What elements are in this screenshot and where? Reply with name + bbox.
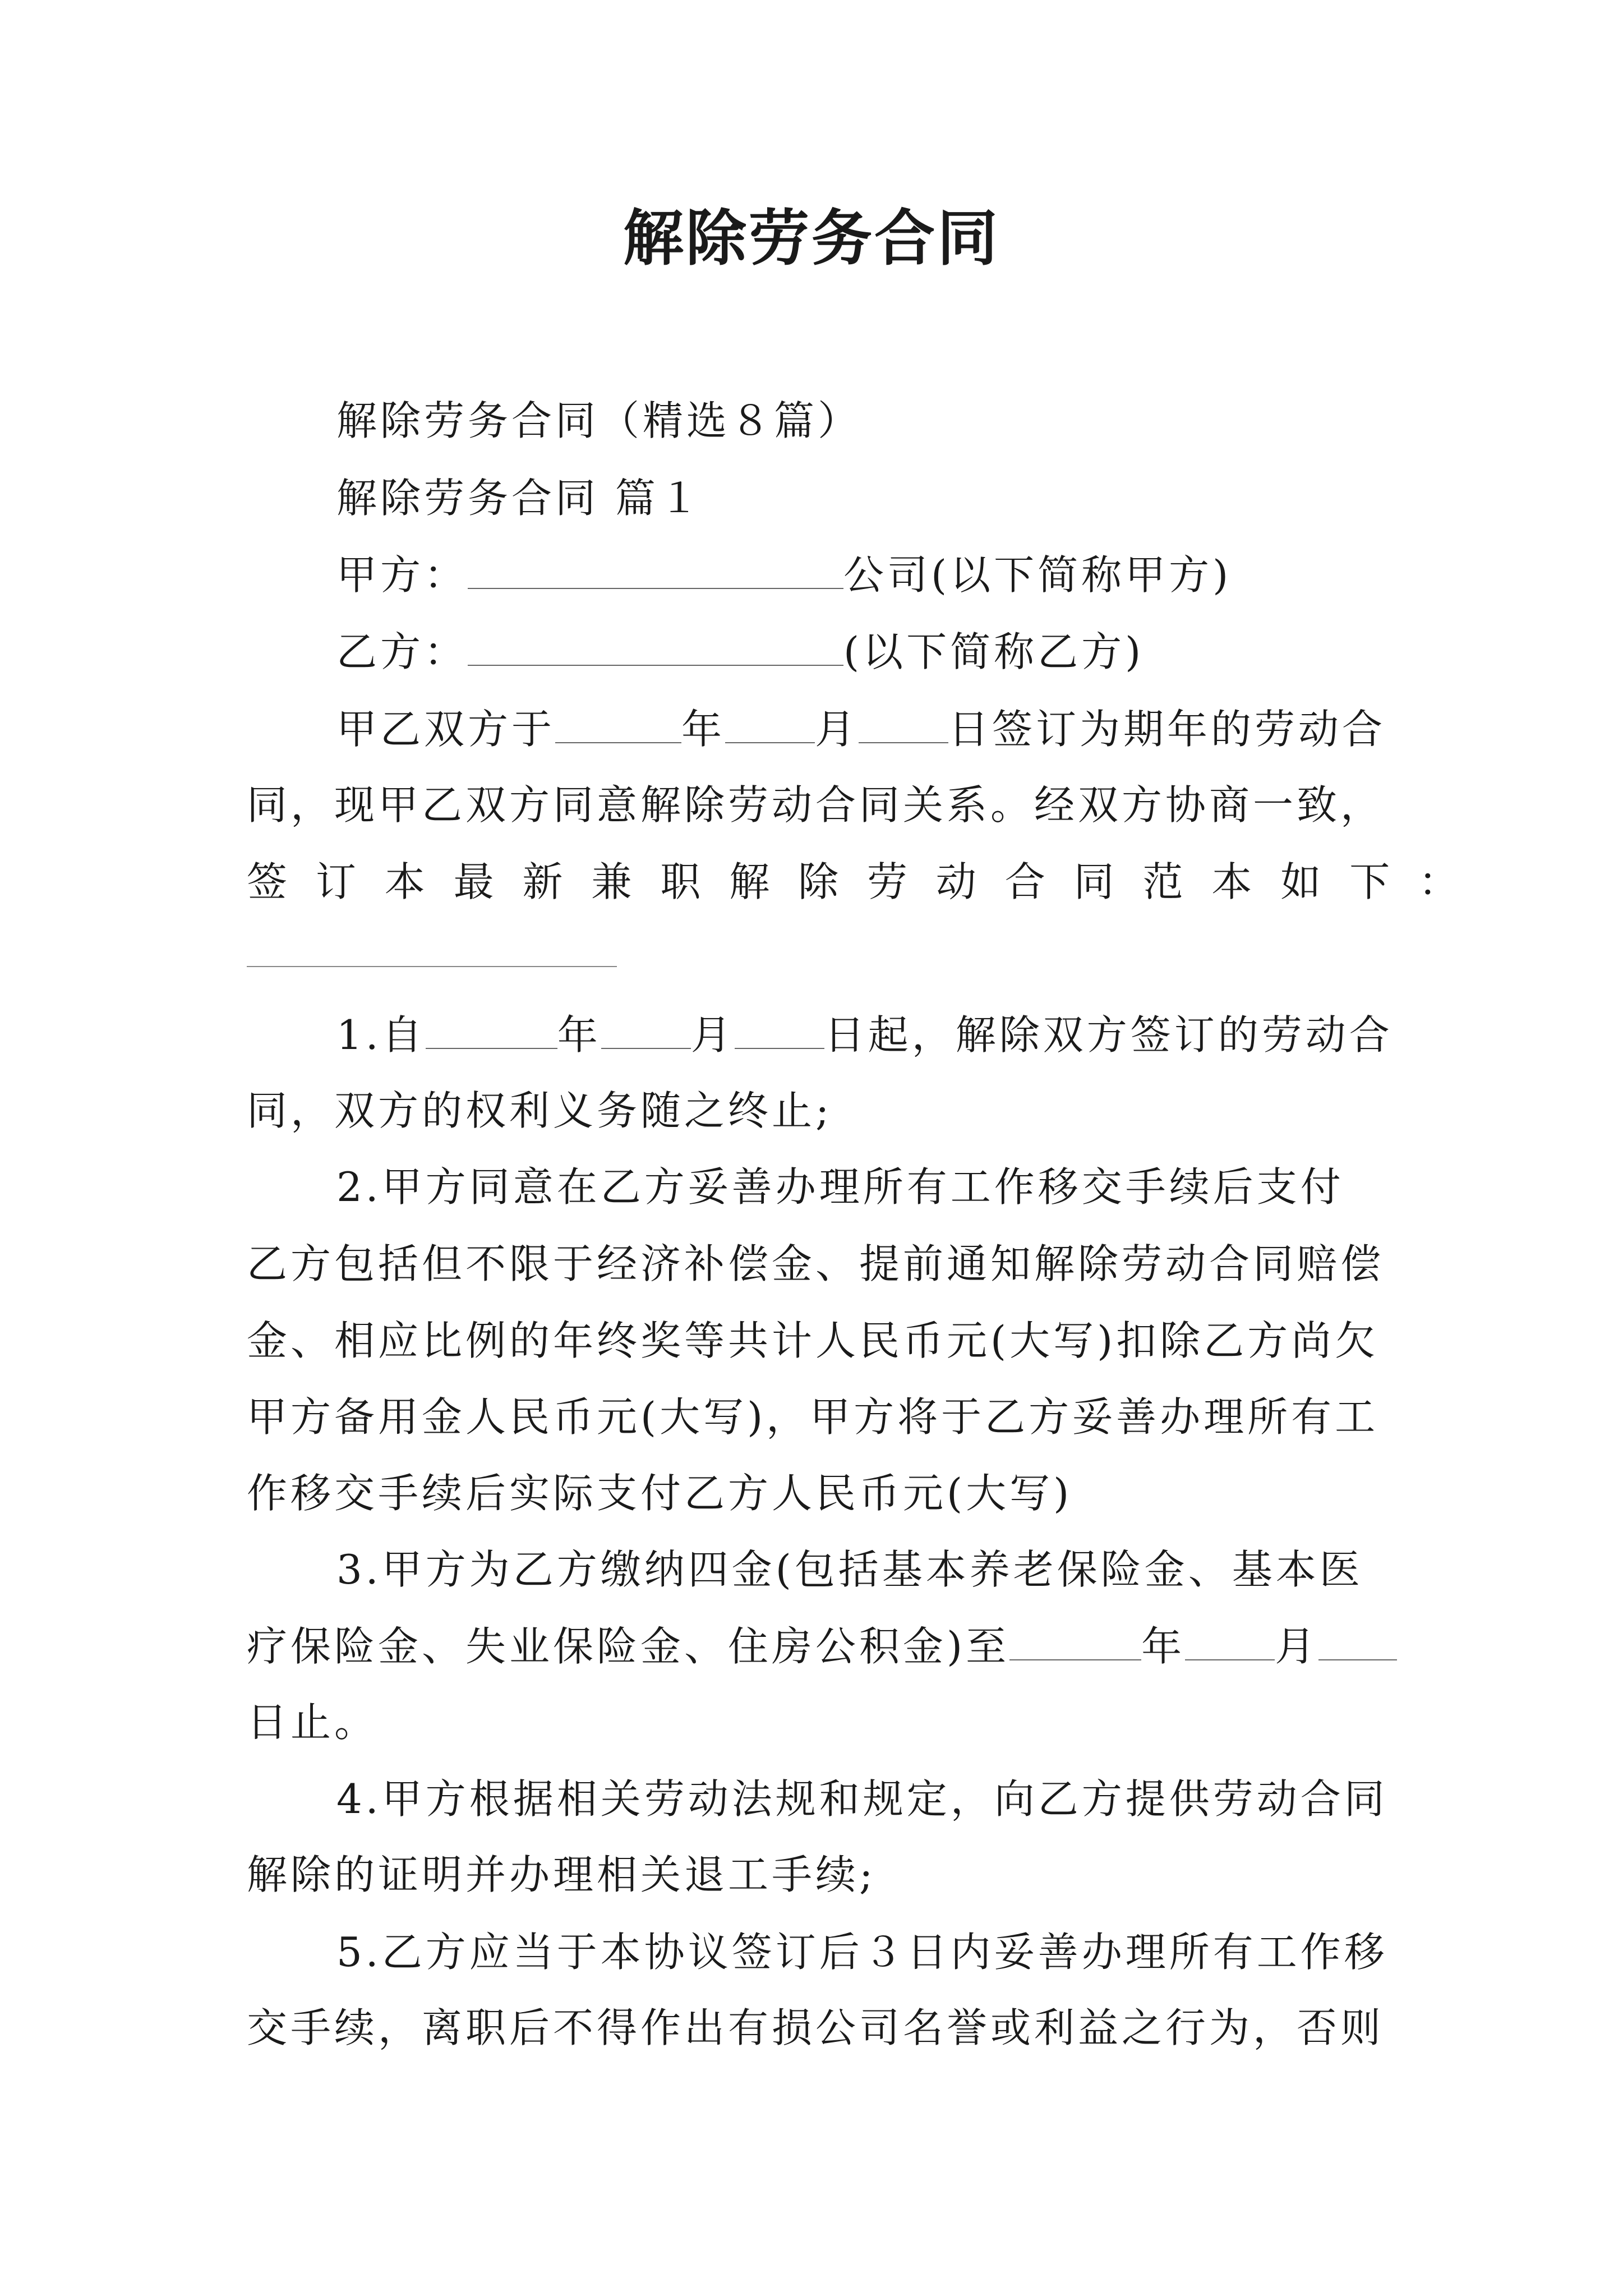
document-title: 解除劳务合同 <box>623 203 1000 274</box>
month-blank <box>725 703 815 743</box>
party-b-label: 乙方： <box>336 628 468 675</box>
item-5-line-2: 交手续，离职后不得作出有损公司名誉或利益之行为，否则 <box>247 2004 1385 2051</box>
item-text: 月 <box>1275 1623 1319 1670</box>
item-1-line-1 <box>336 1007 1393 1063</box>
year-blank <box>555 703 681 743</box>
intro-text: 日签订为期年的劳动合 <box>948 706 1386 753</box>
party-b-suffix: (以下简称乙方) <box>843 628 1145 675</box>
separator-line <box>247 966 617 967</box>
item-text: 日起，解除双方签订的劳动合 <box>824 1011 1393 1059</box>
party-a-blank <box>468 549 843 589</box>
item-1-line-2: 同，双方的权利义务随之终止; <box>247 1087 833 1134</box>
item-5-line-1: 5.乙方应当于本协议签订后３日内妥善办理所有工作移 <box>336 1929 1388 1976</box>
item-4-line-1: 4.甲方根据相关劳动法规和规定，向乙方提供劳动合同 <box>336 1775 1388 1823</box>
month-blank <box>601 1009 691 1049</box>
intro-text: 月 <box>815 706 859 753</box>
item-2-line-1: 2.甲方同意在乙方妥善办理所有工作移交手续后支付 <box>336 1163 1344 1211</box>
year-blank <box>1009 1620 1141 1660</box>
party-a-label: 甲方： <box>336 551 468 599</box>
item-3-line-2 <box>247 1618 1397 1674</box>
item-text: 1.自 <box>336 1011 426 1059</box>
item-3-line-1: 3.甲方为乙方缴纳四金(包括基本养老保险金、基本医 <box>336 1546 1363 1593</box>
item-text: 年 <box>1141 1623 1186 1670</box>
party-b-line <box>336 624 1144 680</box>
item-2-line-3: 金、相应比例的年终奖等共计人民币元(大写)扣除乙方尚欠 <box>247 1317 1379 1364</box>
intro-line-2: 同，现甲乙双方同意解除劳动合同关系。经双方协商一致， <box>247 781 1385 829</box>
year-blank <box>426 1009 557 1049</box>
month-blank <box>1185 1620 1275 1660</box>
day-blank <box>859 703 948 743</box>
item-4-line-2: 解除的证明并办理相关退工手续; <box>247 1851 877 1898</box>
item-2-line-5: 作移交手续后实际支付乙方人民币元(大写) <box>247 1470 1073 1517</box>
intro-line-3: 签 订 本 最 新 兼 职 解 除 劳 动 合 同 范 本 如 下 ： <box>247 858 1467 905</box>
intro-line-1 <box>336 701 1386 757</box>
intro-text: 年 <box>681 706 726 753</box>
party-b-blank <box>468 625 843 666</box>
intro-text: 甲乙双方于 <box>336 706 556 753</box>
item-2-line-4: 甲方备用金人民币元(大写)，甲方将于乙方妥善办理所有工 <box>247 1393 1379 1441</box>
party-a-line <box>336 547 1232 603</box>
subtitle-line: 解除劳务合同（精选８篇） <box>336 397 862 444</box>
section-heading: 解除劳务合同 篇１ <box>336 475 703 522</box>
party-a-suffix: 公司(以下简称甲方) <box>843 551 1232 599</box>
item-text: 年 <box>557 1011 601 1059</box>
item-3-line-3: 日止。 <box>247 1699 379 1746</box>
day-blank <box>735 1009 824 1049</box>
day-blank <box>1318 1620 1397 1660</box>
item-2-line-2: 乙方包括但不限于经济补偿金、提前通知解除劳动合同赔偿 <box>247 1240 1385 1287</box>
item-text: 月 <box>690 1011 735 1059</box>
item-text: 疗保险金、失业保险金、住房公积金)至 <box>247 1623 1010 1670</box>
